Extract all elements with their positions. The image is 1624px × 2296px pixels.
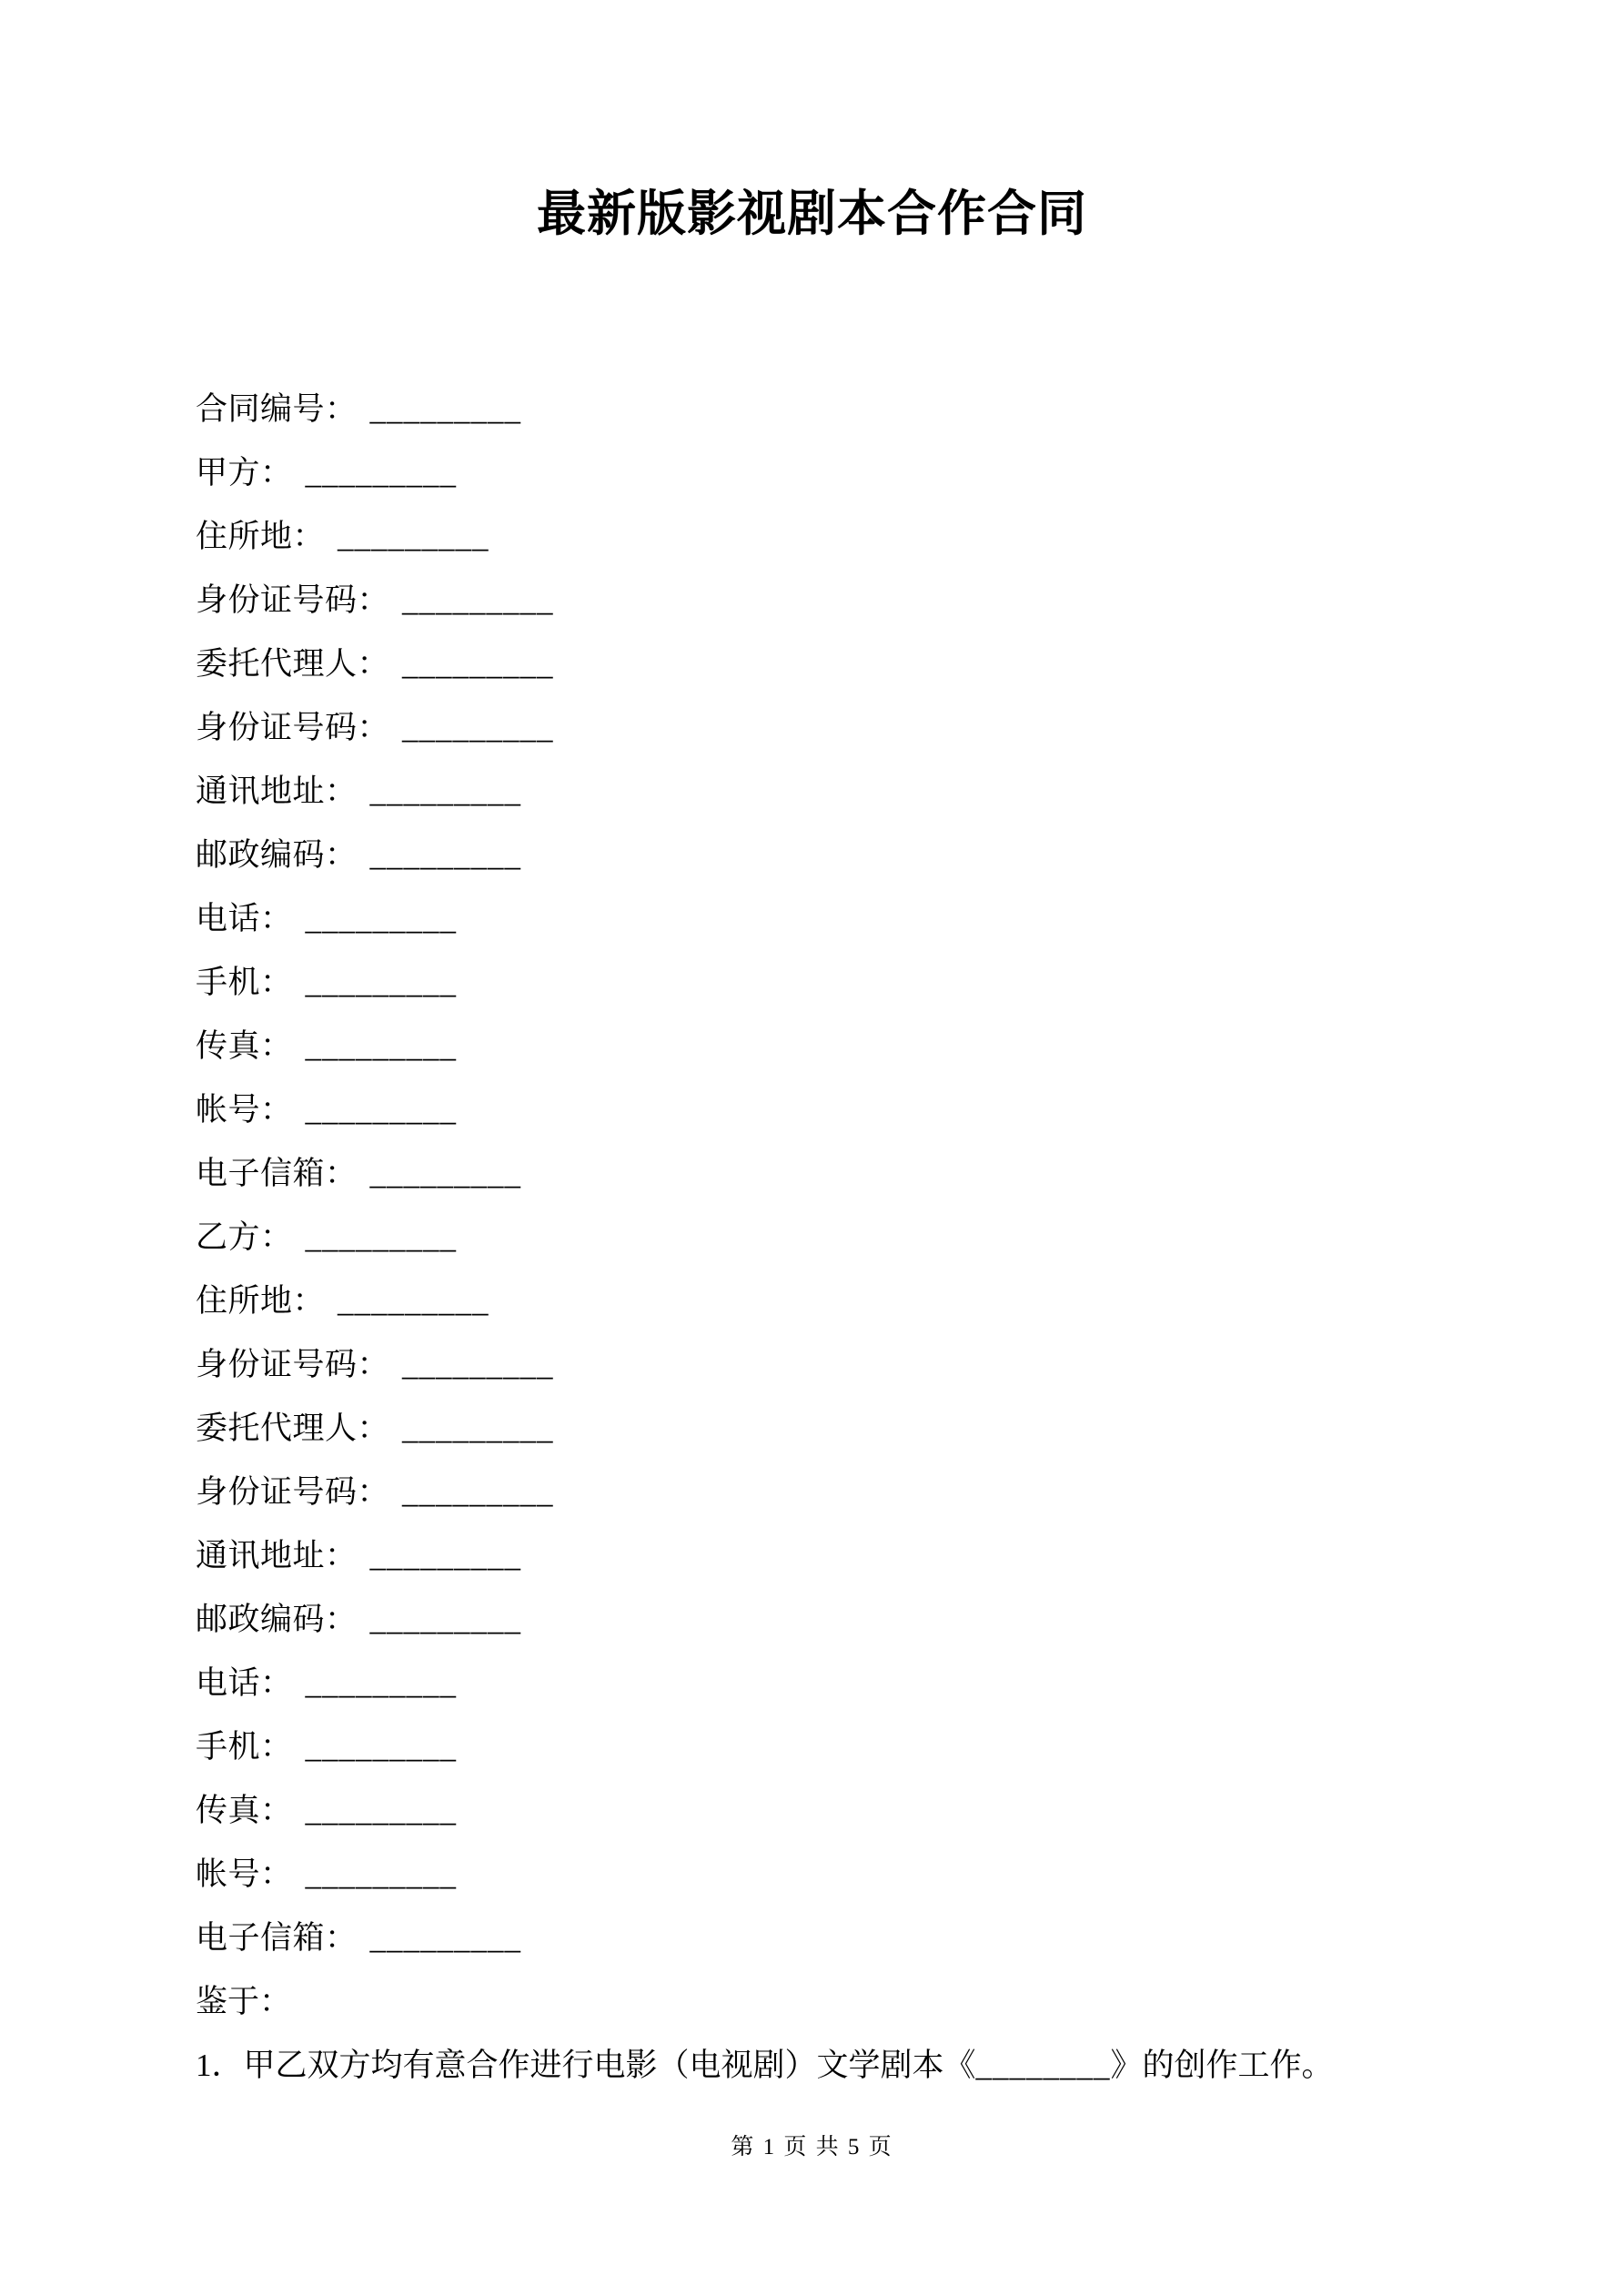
form-field-row (196, 378, 1428, 441)
field-label: 通讯地址： (196, 1538, 358, 1573)
field-label: 传真： (196, 1793, 293, 1828)
form-field-row (196, 1333, 1428, 1397)
form-field-row (196, 505, 1428, 569)
field-label: 身份证号码： (196, 710, 390, 745)
field-blank-line[interactable]: _________ (369, 1920, 522, 1956)
field-blank-line[interactable]: _________ (305, 1219, 458, 1255)
field-blank-line[interactable]: _________ (369, 774, 522, 809)
form-field-row (196, 1843, 1428, 1907)
form-field-row (196, 1652, 1428, 1715)
field-blank-line[interactable]: _________ (402, 1347, 554, 1382)
form-field-row (196, 1461, 1428, 1524)
page-number-footer: 第 1 页 共 5 页 (731, 2135, 893, 2159)
form-field-row (196, 887, 1428, 951)
form-field-row (196, 1206, 1428, 1269)
field-label: 委托代理人： (196, 1411, 390, 1446)
field-label: 住所地： (196, 519, 326, 554)
form-field-row (196, 1524, 1428, 1588)
form-field-row (196, 1779, 1428, 1843)
field-blank-line[interactable]: _________ (305, 1092, 458, 1128)
form-field-row (196, 1142, 1428, 1206)
field-label: 委托代理人： (196, 646, 390, 682)
field-blank-line[interactable]: _________ (305, 1028, 458, 1064)
field-blank-line[interactable]: _________ (305, 1665, 458, 1701)
field-label: 手机： (196, 965, 293, 1000)
field-blank-line[interactable]: _________ (305, 1793, 458, 1828)
field-label: 身份证号码： (196, 1347, 390, 1382)
field-label: 电子信箱： (196, 1920, 358, 1956)
field-blank-line[interactable]: _________ (369, 391, 522, 427)
field-label: 电子信箱： (196, 1156, 358, 1191)
form-field-row (196, 951, 1428, 1015)
form-field-row (196, 632, 1428, 696)
clause-1-suffix: 》的创作工作。 (1110, 2048, 1334, 2083)
form-field-row (196, 1715, 1428, 1779)
field-blank-line[interactable]: _________ (402, 1411, 554, 1446)
field-label: 电话： (196, 901, 293, 936)
field-label: 邮政编码： (196, 837, 358, 873)
field-blank-line[interactable]: _________ (305, 1729, 458, 1765)
form-field-row (196, 760, 1428, 824)
form-field-row (196, 441, 1428, 505)
field-label: 合同编号： (196, 391, 358, 427)
field-label: 甲方： (196, 455, 293, 491)
field-blank-line[interactable]: _________ (305, 1856, 458, 1892)
field-label: 帐号： (196, 1092, 293, 1128)
form-field-row (196, 696, 1428, 760)
field-blank-line[interactable]: _________ (369, 1538, 522, 1573)
field-blank-line[interactable]: _________ (369, 837, 522, 873)
field-blank-line[interactable]: _________ (402, 1474, 554, 1510)
field-blank-line[interactable]: _________ (369, 1602, 522, 1637)
field-label: 传真： (196, 1028, 293, 1064)
clause-1-row (196, 2034, 1428, 2098)
field-label: 帐号： (196, 1856, 293, 1892)
form-field-row (196, 1015, 1428, 1078)
field-blank-line[interactable]: _________ (369, 1156, 522, 1191)
field-label: 身份证号码： (196, 582, 390, 618)
form-field-row (196, 1269, 1428, 1333)
field-label: 邮政编码： (196, 1602, 358, 1637)
field-blank-line[interactable]: _________ (338, 519, 489, 554)
form-field-row (196, 824, 1428, 887)
field-blank-line[interactable]: _________ (305, 901, 458, 936)
form-field-row (196, 1588, 1428, 1652)
preamble-row (196, 1970, 1428, 2034)
field-label: 住所地： (196, 1283, 326, 1319)
field-label: 手机： (196, 1729, 293, 1765)
field-blank-line[interactable]: _________ (402, 646, 554, 682)
field-label: 身份证号码： (196, 1474, 390, 1510)
form-field-row (196, 569, 1428, 632)
field-blank-line[interactable]: _________ (305, 965, 458, 1000)
field-blank-line[interactable]: _________ (402, 582, 554, 618)
clause-1-blank-line[interactable]: ________ (975, 2048, 1111, 2083)
contract-fields-list (196, 378, 1428, 1970)
preamble-label: 鉴于： (196, 1984, 292, 2019)
form-field-row (196, 1907, 1428, 1970)
field-label: 电话： (196, 1665, 293, 1701)
document-body (196, 241, 1428, 2098)
field-label: 通讯地址： (196, 774, 358, 809)
field-label: 乙方： (196, 1219, 293, 1255)
form-field-row (196, 1397, 1428, 1461)
field-blank-line[interactable]: _________ (338, 1283, 489, 1319)
clause-1-prefix: 1．甲乙双方均有意合作进行电影（电视剧）文学剧本《 (196, 2048, 976, 2083)
document-title: 最新版影视剧本合作合同 (537, 187, 1087, 241)
field-blank-line[interactable]: _________ (305, 455, 458, 491)
form-field-row (196, 1078, 1428, 1142)
field-blank-line[interactable]: _________ (402, 710, 554, 745)
